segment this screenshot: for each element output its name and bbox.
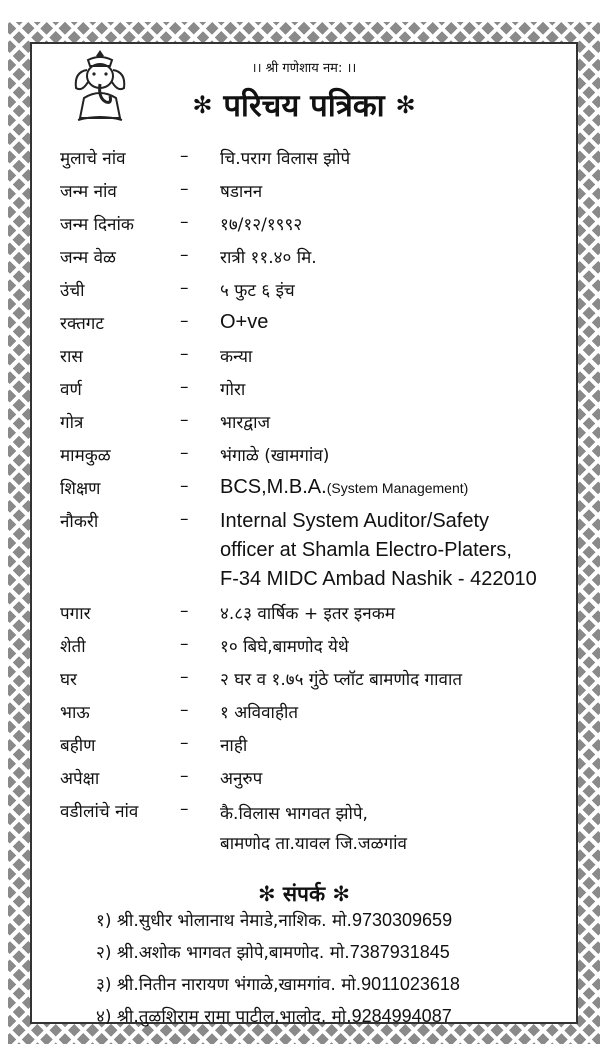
detail-row bbox=[32, 212, 576, 245]
decorative-border bbox=[8, 22, 600, 1044]
separator: – bbox=[180, 634, 189, 654]
detail-label: पगार bbox=[60, 604, 91, 624]
detail-row bbox=[32, 634, 576, 667]
detail-value: १० बिघे,बामणोद येथे bbox=[220, 637, 349, 657]
detail-row bbox=[32, 601, 576, 634]
detail-label: घर bbox=[60, 670, 77, 690]
detail-value: नाही bbox=[220, 736, 248, 756]
detail-value: २ घर व १.७५ गुंठे प्लॉट बामणोद गावात bbox=[220, 670, 463, 690]
separator: – bbox=[180, 766, 189, 786]
separator: – bbox=[180, 410, 189, 430]
detail-row bbox=[32, 311, 576, 344]
detail-value: चि.पराग विलास झोपे bbox=[220, 149, 351, 169]
separator: – bbox=[180, 311, 189, 331]
detail-label: जन्म दिनांक bbox=[60, 215, 134, 235]
separator: – bbox=[180, 799, 189, 819]
contact-heading: ✻ संपर्क ✻ bbox=[257, 882, 351, 906]
detail-value: ४.८३ वार्षिक + इतर इनकम bbox=[220, 604, 395, 624]
detail-value: भारद्वाज bbox=[220, 413, 271, 433]
separator: – bbox=[180, 245, 189, 265]
detail-label: रास bbox=[60, 347, 83, 367]
blood-group-value: O+ve bbox=[220, 311, 269, 333]
contact-item bbox=[96, 940, 460, 972]
mantra-text: ।। श्री गणेशाय नम: ।। bbox=[251, 61, 357, 76]
separator: – bbox=[180, 667, 189, 687]
star-left-icon: ✻ bbox=[192, 91, 213, 119]
detail-value bbox=[220, 311, 268, 334]
detail-row bbox=[32, 700, 576, 733]
detail-label: जन्म वेळ bbox=[60, 248, 116, 268]
contact-mobile: 7387931845 bbox=[349, 942, 450, 962]
details-list bbox=[32, 146, 576, 859]
contact-name: १) श्री.सुधीर भोलानाथ नेमाडे,नाशिक. मो. bbox=[96, 911, 352, 931]
contact-name: ४) श्री.तुळशिराम रामा पाटील,भालोद. मो. bbox=[96, 1007, 352, 1027]
detail-label: भाऊ bbox=[60, 703, 90, 723]
detail-row bbox=[32, 377, 576, 410]
detail-value: १७/१२/१९९२ bbox=[220, 215, 303, 235]
detail-row bbox=[32, 278, 576, 311]
detail-row bbox=[32, 179, 576, 212]
title-text: परिचय पत्रिका bbox=[223, 88, 385, 124]
contact-mobile: 9284994087 bbox=[351, 1006, 452, 1026]
detail-label: शेती bbox=[60, 637, 86, 657]
separator: – bbox=[180, 601, 189, 621]
detail-label: उंची bbox=[60, 281, 85, 301]
detail-label: मामकुळ bbox=[60, 446, 111, 466]
job-line: F-34 MIDC Ambad Nashik - 422010 bbox=[220, 568, 537, 590]
job-value bbox=[220, 507, 537, 594]
detail-row bbox=[32, 146, 576, 179]
detail-value: गोरा bbox=[220, 380, 246, 400]
detail-value bbox=[220, 476, 468, 499]
detail-value: भंगाळे (खामगांव) bbox=[220, 446, 330, 466]
detail-value: १ अविवाहीत bbox=[220, 703, 299, 723]
detail-value: ५ फुट ६ इंच bbox=[220, 281, 295, 301]
detail-label: बहीण bbox=[60, 736, 96, 756]
detail-value: षडानन bbox=[220, 182, 263, 202]
detail-row bbox=[32, 410, 576, 443]
detail-label: मुलाचे नांव bbox=[60, 149, 126, 169]
star-right-icon: ✻ bbox=[395, 91, 416, 119]
job-line: Internal System Auditor/Safety bbox=[220, 510, 490, 532]
detail-row bbox=[32, 245, 576, 278]
education-suffix: (System Management) bbox=[326, 480, 469, 496]
contact-mobile: 9011023618 bbox=[361, 974, 460, 994]
separator: – bbox=[180, 700, 189, 720]
detail-value: अनुरुप bbox=[220, 769, 263, 789]
detail-row bbox=[32, 476, 576, 509]
job-line: officer at Shamla Electro-Platers, bbox=[220, 539, 512, 561]
father-line: कै.विलास भागवत झोपे, bbox=[220, 804, 368, 824]
detail-value: रात्री ११.४० मि. bbox=[220, 248, 317, 268]
education-value: BCS,M.B.A. bbox=[220, 476, 327, 498]
separator: – bbox=[180, 377, 189, 397]
detail-row bbox=[32, 667, 576, 700]
detail-label: शिक्षण bbox=[60, 479, 101, 499]
separator: – bbox=[180, 733, 189, 753]
detail-row bbox=[32, 443, 576, 476]
separator: – bbox=[180, 212, 189, 232]
detail-label: जन्म नांव bbox=[60, 182, 117, 202]
contact-item bbox=[96, 972, 460, 1004]
detail-label: गोत्र bbox=[60, 413, 84, 433]
detail-label: वर्ण bbox=[60, 380, 82, 400]
separator: – bbox=[180, 146, 189, 166]
detail-value: कन्या bbox=[220, 347, 253, 367]
separator: – bbox=[180, 179, 189, 199]
page-title bbox=[32, 84, 576, 126]
father-line: बामणोद ता.यावल जि.जळगांव bbox=[220, 834, 407, 854]
father-value bbox=[220, 799, 407, 859]
contact-mobile: 9730309659 bbox=[351, 910, 453, 930]
contact-list bbox=[96, 908, 460, 1036]
detail-row bbox=[32, 733, 576, 766]
detail-label: नौकरी bbox=[60, 512, 99, 532]
job-row bbox=[32, 509, 576, 601]
contact-name: २) श्री.अशोक भागवत झोपे,बामणोद. मो. bbox=[96, 943, 350, 963]
contact-item bbox=[96, 908, 460, 940]
separator: – bbox=[180, 443, 189, 463]
separator: – bbox=[180, 509, 189, 529]
separator: – bbox=[180, 344, 189, 364]
detail-row bbox=[32, 766, 576, 799]
biodata-card bbox=[30, 42, 578, 1027]
detail-label: वडीलांचे नांव bbox=[60, 802, 139, 822]
separator: – bbox=[180, 278, 189, 298]
detail-label: रक्तगट bbox=[60, 314, 104, 334]
detail-label: अपेक्षा bbox=[60, 769, 100, 789]
separator: – bbox=[180, 476, 189, 496]
contact-name: ३) श्री.नितीन नारायण भंगाळे,खामगांव. मो. bbox=[96, 975, 362, 995]
detail-row bbox=[32, 344, 576, 377]
father-row bbox=[32, 799, 576, 859]
contact-item bbox=[96, 1004, 460, 1036]
